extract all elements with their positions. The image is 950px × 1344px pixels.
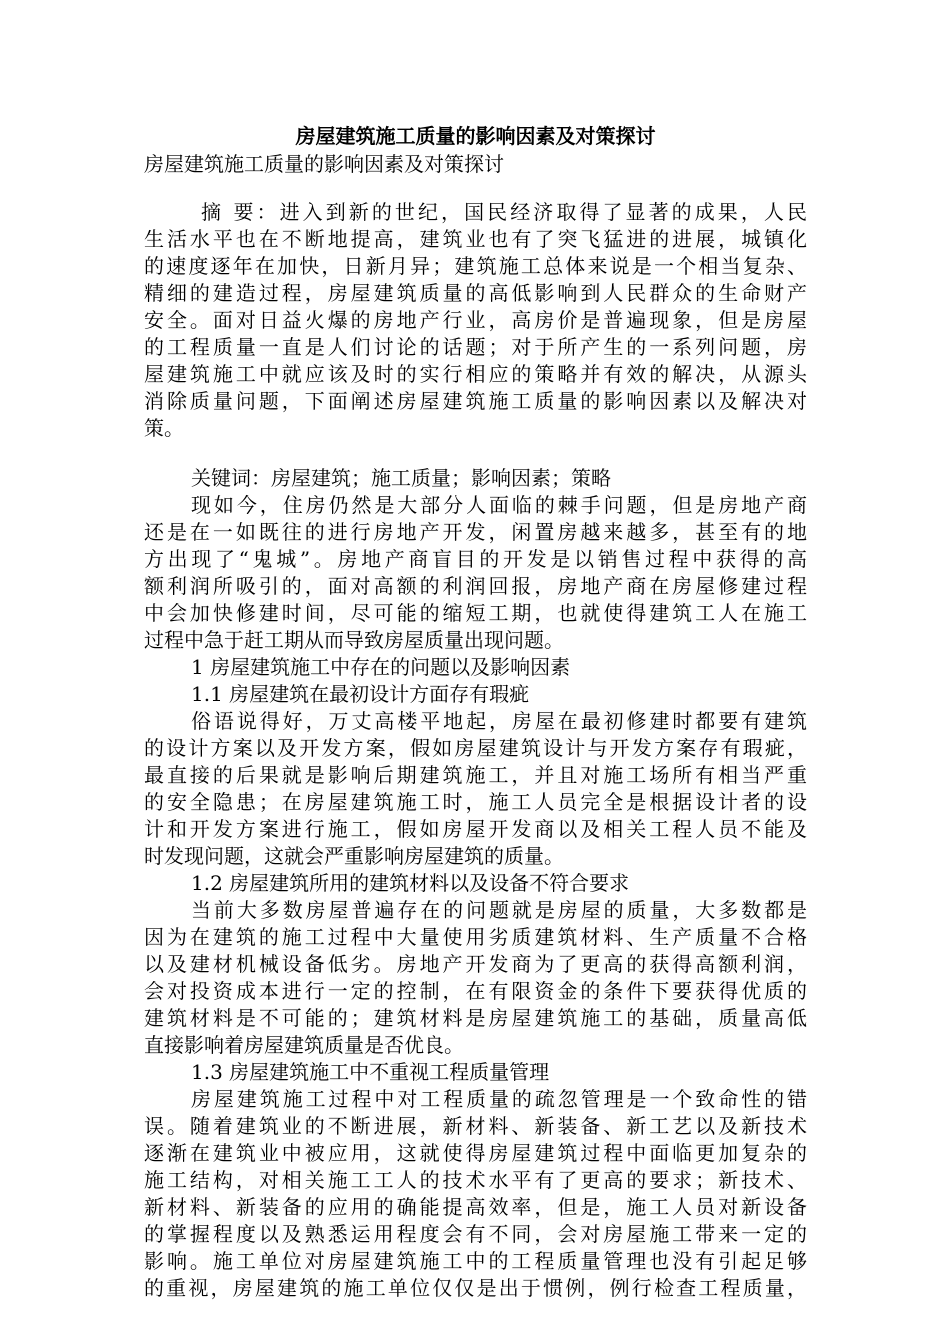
text-line: 以及建材机械设备低劣。房地产开发商为了更高的获得高额利润， — [144, 952, 807, 976]
keywords-line: 关键词：房屋建筑；施工质量；影响因素；策略 — [191, 466, 611, 490]
text-line: 施工结构，对相关施工工人的技术水平有了更高的要求；新技术、 — [144, 1168, 807, 1192]
text-line: 会对投资成本进行一定的控制，在有限资金的条件下要获得优质的 — [144, 979, 807, 1003]
text-line: 额利润所吸引的，面对高额的利润回报，房地产商在房屋修建过程 — [144, 574, 807, 598]
text-line: 直接影响着房屋建筑质量是否优良。 — [144, 1033, 464, 1057]
text-line: 策。 — [144, 416, 184, 440]
text-line: 的重视，房屋建筑的施工单位仅仅是出于惯例，例行检查工程质量， — [144, 1276, 807, 1300]
section-heading-1-2: 1.2 房屋建筑所用的建筑材料以及设备不符合要求 — [191, 871, 630, 895]
intro-paragraph — [144, 492, 807, 654]
text-line: 精细的建造过程，房屋建筑质量的高低影响到人民群众的生命财产 — [144, 281, 807, 305]
text-line: 过程中急于赶工期从而导致房屋质量出现问题。 — [144, 628, 564, 652]
section-1-1-paragraph — [144, 708, 807, 870]
text-line: 影响。施工单位对房屋建筑施工中的工程质量管理也没有引起足够 — [144, 1249, 807, 1273]
text-line: 最直接的后果就是影响后期建筑施工，并且对施工场所有相当严重 — [144, 763, 807, 787]
text-line: 新材料、新装备的应用的确能提高效率，但是，施工人员对新设备 — [144, 1195, 807, 1219]
text-line: 当前大多数房屋普遍存在的问题就是房屋的质量，大多数都是 — [191, 898, 807, 922]
text-line: 中会加快修建时间，尽可能的缩短工期，也就使得建筑工人在施工 — [144, 601, 807, 625]
text-line: 屋建筑施工中就应该及时的实行相应的策略并有效的解决，从源头 — [144, 362, 807, 386]
spacer — [144, 442, 807, 465]
text-line: 现如今，住房仍然是大部分人面临的棘手问题，但是房地产商 — [191, 493, 807, 517]
text-line: 建筑材料是不可能的；建筑材料是房屋建筑施工的基础，质量高低 — [144, 1006, 807, 1030]
document-title: 房屋建筑施工质量的影响因素及对策探讨 — [295, 124, 656, 148]
section-1-2-paragraph — [144, 897, 807, 1059]
text-line: 摘 要：进入到新的世纪，国民经济取得了显著的成果，人民 — [201, 200, 807, 224]
text-line: 方出现了“鬼城”。房地产商盲目的开发是以销售过程中获得的高 — [144, 547, 807, 571]
text-line: 生活水平也在不断地提高，建筑业也有了突飞猛进的进展，城镇化 — [144, 227, 807, 251]
section-heading-1-3: 1.3 房屋建筑施工中不重视工程质量管理 — [191, 1060, 550, 1084]
document-subtitle: 房屋建筑施工质量的影响因素及对策探讨 — [144, 152, 504, 176]
text-line: 的安全隐患；在房屋建筑施工时，施工人员完全是根据设计者的设 — [144, 790, 807, 814]
section-heading-1: 1 房屋建筑施工中存在的问题以及影响因素 — [191, 655, 571, 679]
text-line: 安全。面对日益火爆的房地产行业，高房价是普遍现象，但是房屋 — [144, 308, 807, 332]
text-line: 时发现问题，这就会严重影响房屋建筑的质量。 — [144, 844, 564, 868]
document-body — [144, 121, 807, 1302]
text-line: 因为在建筑的施工过程中大量使用劣质建筑材料、生产质量不合格 — [144, 925, 807, 949]
section-1-3-paragraph — [144, 1086, 807, 1302]
text-line: 的速度逐年在加快，日新月异；建筑施工总体来说是一个相当复杂、 — [144, 254, 807, 278]
text-line: 房屋建筑施工过程中对工程质量的疏忽管理是一个致命性的错 — [191, 1087, 807, 1111]
section-heading-1-1: 1.1 房屋建筑在最初设计方面存有瑕疵 — [191, 682, 530, 706]
text-line: 计和开发方案进行施工，假如房屋开发商以及相关工程人员不能及 — [144, 817, 807, 841]
text-line: 逐渐在建筑业中被应用，这就使得房屋建筑过程中面临更加复杂的 — [144, 1141, 807, 1165]
text-line: 的工程质量一直是人们讨论的话题；对于所产生的一系列问题，房 — [144, 335, 807, 359]
text-line: 俗语说得好，万丈高楼平地起，房屋在最初修建时都要有建筑 — [191, 709, 807, 733]
text-line: 误。随着建筑业的不断进展，新材料、新装备、新工艺以及新技术 — [144, 1114, 807, 1138]
text-line: 的掌握程度以及熟悉运用程度会有不同，会对房屋施工带来一定的 — [144, 1222, 807, 1246]
text-line: 消除质量问题，下面阐述房屋建筑施工质量的影响因素以及解决对 — [144, 389, 807, 413]
abstract-paragraph — [144, 199, 807, 442]
spacer — [144, 177, 807, 199]
text-line: 的设计方案以及开发方案，假如房屋建筑设计与开发方案存有瑕疵， — [144, 736, 807, 760]
text-line: 还是在一如既往的进行房地产开发，闲置房越来越多，甚至有的地 — [144, 520, 807, 544]
